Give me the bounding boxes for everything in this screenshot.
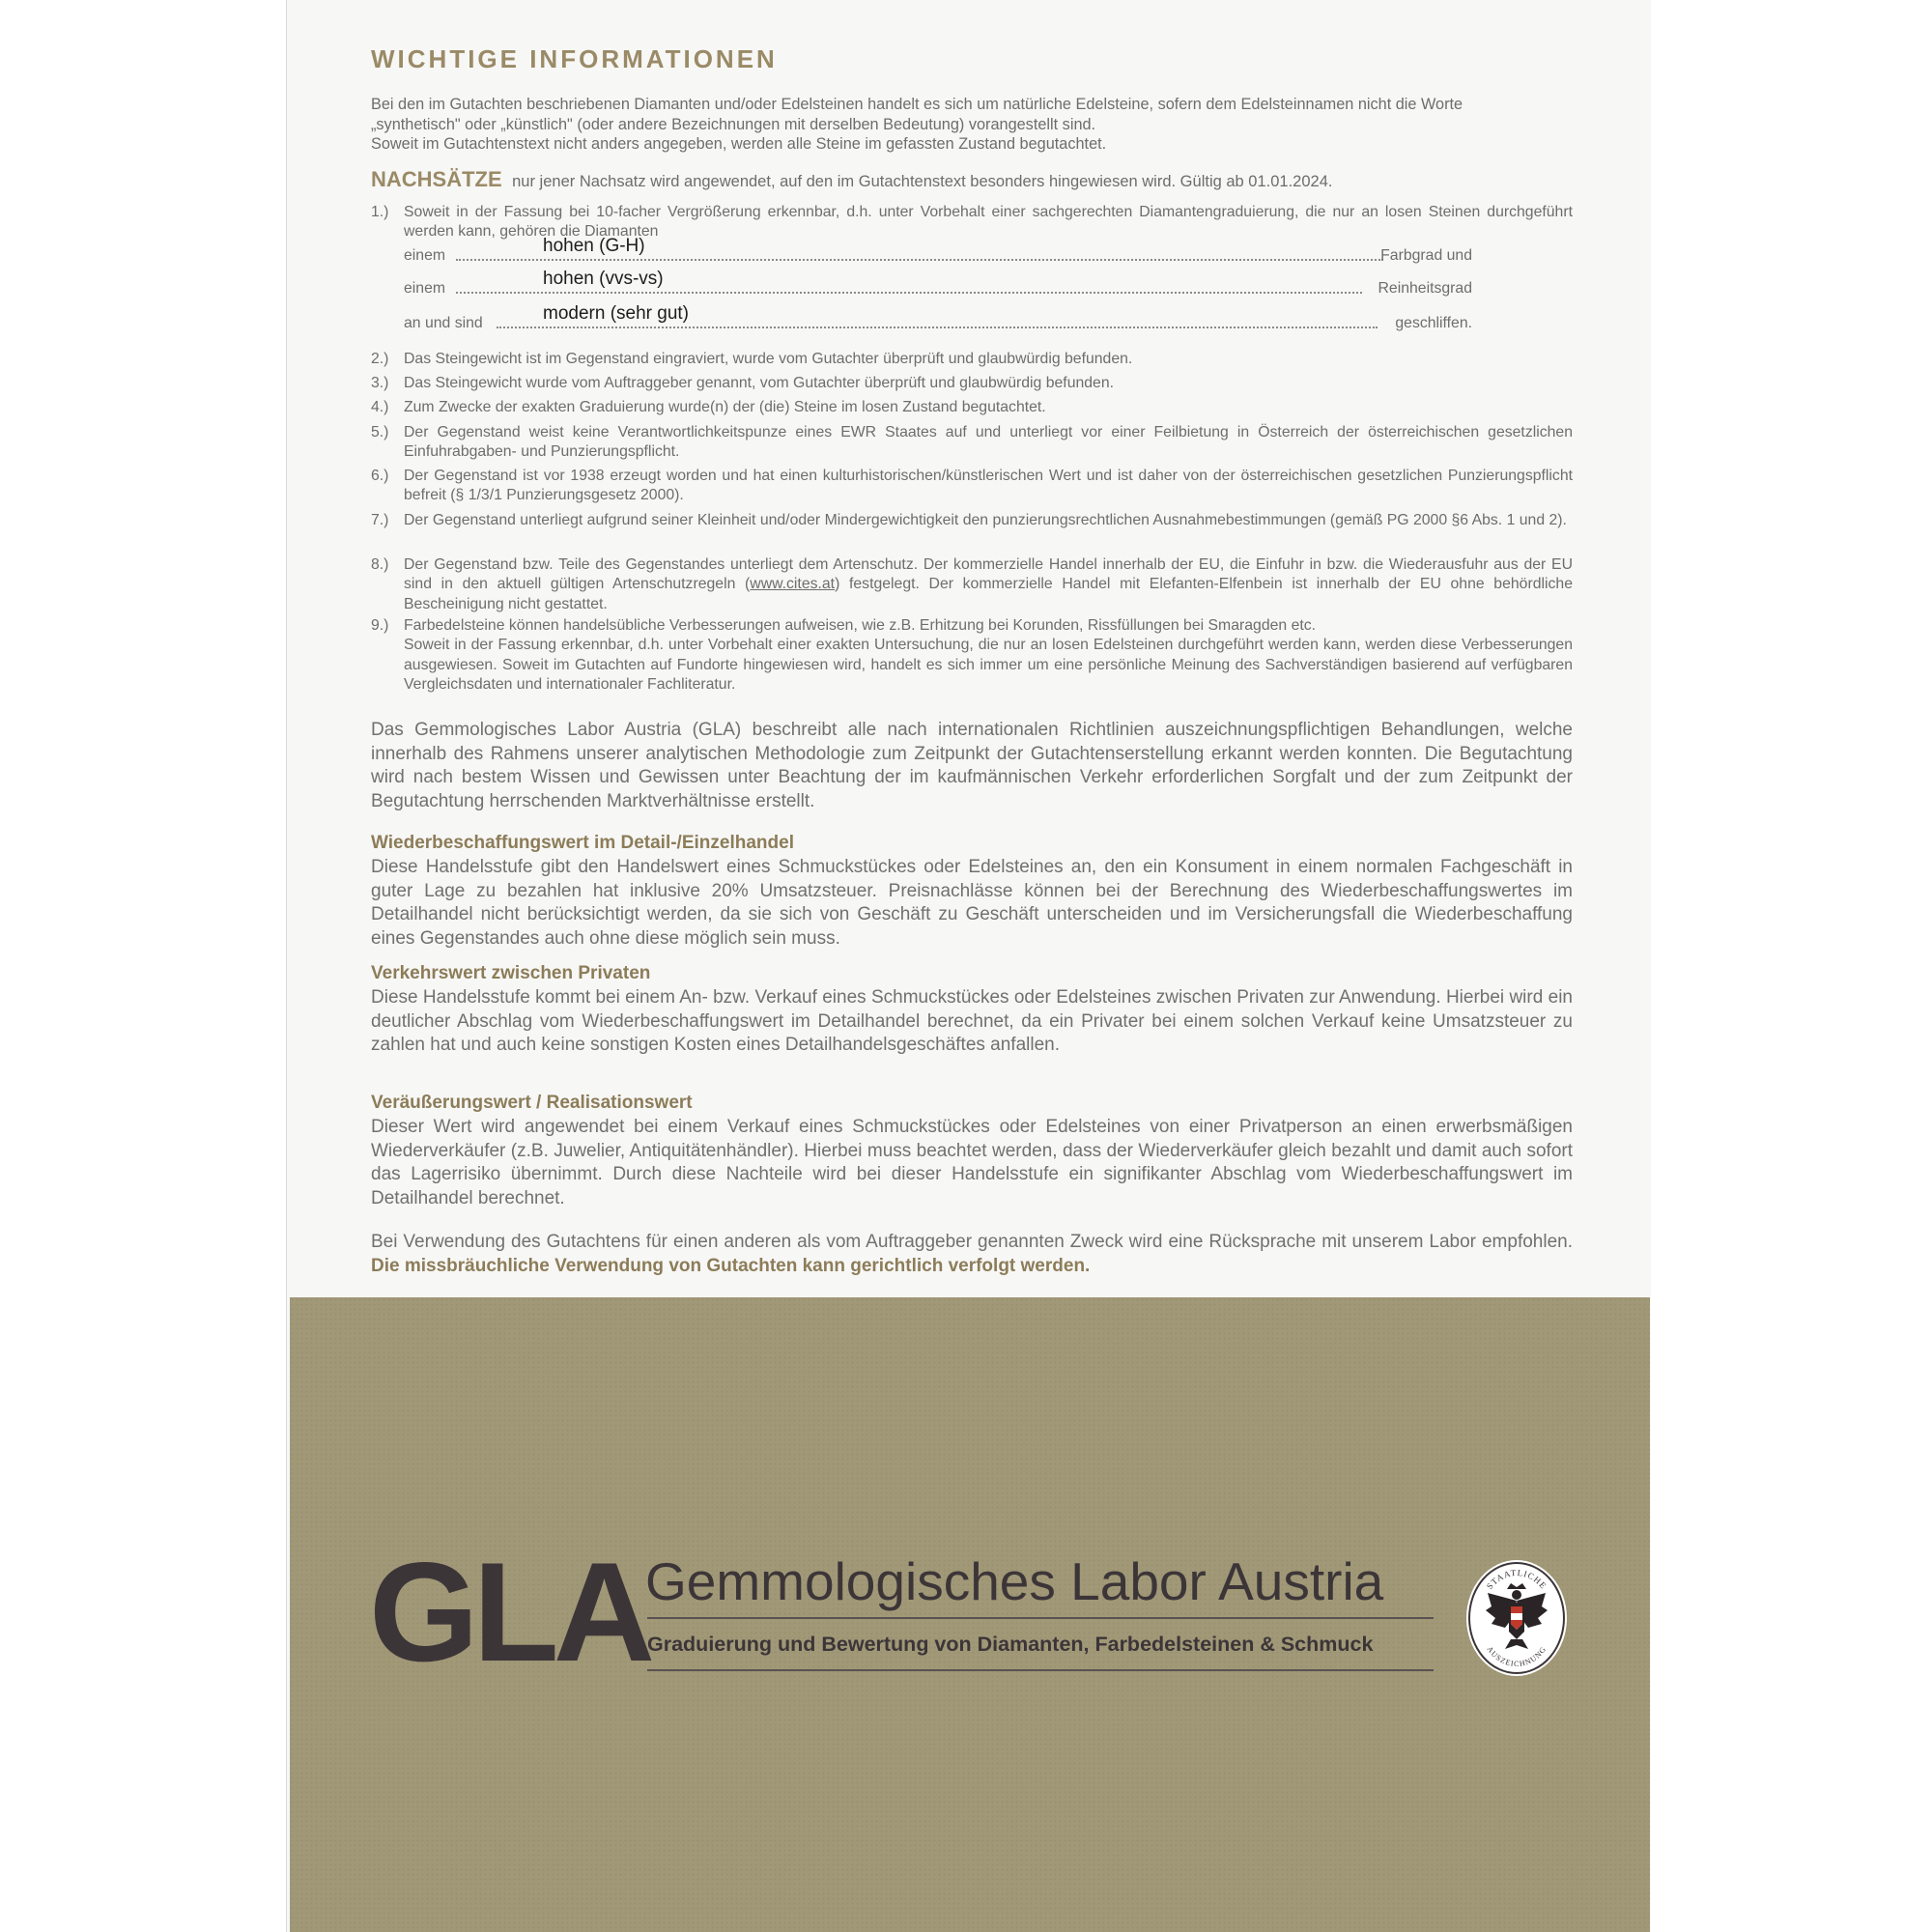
gla-paragraph: Das Gemmologisches Labor Austria (GLA) beschreibt alle nach internationalen Richtlinien auszeichnungspflichtigen Behandlungen, welche innerhalb des Rahmens unserer analytischen Methodologie zum Zeitpunkt der Gutachtenserstellung erkannt werden konnten. Die Begutachtung wird nach bestem Wissen und Gewissen unter Beachtung der im kaufmännischen Verkehr erforderlichen Sorgfalt und der zum Zeitpunkt der Begutachtung herrschenden Marktverhältnisse erstellt. <box>371 720 1573 811</box>
austrian-eagle-seal-icon <box>1466 1560 1567 1676</box>
fill-line-farbgrad: einem hohen (G-H) Farbgrad und <box>404 236 1472 264</box>
fill-line-reinheitsgrad: einem hohen (vvs-vs) Reinheitsgrad <box>404 269 1472 297</box>
svg-text:STAATLICHE: STAATLICHE <box>1484 1567 1549 1592</box>
farbgrad-value: hohen (G-H) <box>543 236 645 256</box>
list-item: 4.) Zum Zwecke der exakten Graduierung wurde(n) der (die) Steine im losen Zustand begutachtet. <box>371 399 1046 415</box>
list-item: 6.) Der Gegenstand ist vor 1938 erzeugt worden und hat einen kulturhistorischen/künstlerischen Wert und ist daher von der österreichischen gesetzlichen Punzierungspflicht befreit (§ 1/3/1 Punzierungsgesetz 2000). <box>371 468 1573 504</box>
list-item: 2.) Das Steingewicht ist im Gegenstand eingraviert, wurde vom Gutachter überprüft und glaubwürdig befunden. <box>371 351 1133 367</box>
gla-logo: GLA <box>369 1533 650 1690</box>
section-text: Diese Handelsstufe gibt den Handelswert eines Schmuckstückes oder Edelsteines an, den ein Konsument in einem normalen Fachgeschäft in guter Lage zu bezahlen hat inklusive 20% Umsatzsteuer. Preisnachlässe können bei der Berechnung des Wiederbeschaffungswertes im Detailhandel nicht berücksichtigt werden, da sie sich von Geschäft zu Geschäft unterscheiden und im Versicherungsfall die Wiederbeschaffung eines Gegenstandes auch ohne diese möglich sein muss. <box>371 857 1573 949</box>
schliff-value: modern (sehr gut) <box>543 303 690 324</box>
nachsaetze-subtitle: nur jener Nachsatz wird angewendet, auf den im Gutachtenstext besonders hingewiesen wird. Gültig ab 01.01.2024. <box>512 173 1333 190</box>
nachsaetze-title: NACHSÄTZE <box>371 167 502 191</box>
section-title: Wiederbeschaffungswert im Detail-/Einzelhandel <box>371 833 794 853</box>
page-title: WICHTIGE INFORMATIONEN <box>371 44 778 73</box>
intro-text: Bei den im Gutachten beschriebenen Diamanten und/oder Edelsteinen handelt es sich um natürliche Edelsteine, sofern dem Edelsteinnamen nicht die Worte „synthetisch" oder „künstlich" (oder andere Bezeichnungen mit derselben Bedeutung) vorangestellt sind. Soweit im Gutachtenstext nicht anders angegeben, werden alle Steine im gefassten Zustand begutachtet. <box>371 96 1463 153</box>
section-text: Diese Handelsstufe kommt bei einem An- bzw. Verkauf eines Schmuckstückes oder Edelsteines zwischen Privaten zur Anwendung. Hierbei wird ein deutlicher Abschlag vom Wiederbeschaffungswert im Detailhandel berechnet, da ein Privater bei einem solchen Verkauf keine Umsatzsteuer zu zahlen hat und auch keine sonstigen Kosten eines Detailhandelsgeschäftes anfallen. <box>371 987 1573 1056</box>
fill-line-schliff: an und sind modern (sehr gut) geschliffen. <box>404 303 1472 331</box>
list-item: 9.) Farbedelsteine können handelsübliche Verbesserungen aufweisen, wie z.B. Erhitzung bei Korunden, Rissfüllungen bei Smaragden etc. Soweit in der Fassung erkennbar, d.h. unter Vorbehalt einer exakten Untersuchung, die nur an losen Edelsteinen durchgeführt werden kann, werden diese Verbesserungen ausgewiesen. Soweit im Gutachten auf Fundorte hingewiesen wird, handelt es sich immer um eine persönliche Meinung des Sachverständigen basierend auf verfügbaren Vergleichsdaten und internationaler Fachliteratur. <box>371 617 1573 694</box>
lab-tagline: Graduierung und Bewertung von Diamanten, Farbedelsteinen & Schmuck <box>647 1633 1374 1656</box>
list-item: 1.) Soweit in der Fassung bei 10-facher Vergrößerung erkennbar, d.h. unter Vorbehalt einer sachgerechten Diamantengraduierung, die nur an losen Steinen durchgeführt werden kann, gehören die Diamanten <box>371 204 1573 241</box>
divider <box>647 1669 1434 1671</box>
divider <box>647 1617 1434 1619</box>
list-item: 5.) Der Gegenstand weist keine Verantwortlichkeitspunze eines EWR Staates auf und unterliegt vor einer Feilbietung in Österreich der österreichischen gesetzlichen Einfuhrabgaben- und Punzierungspflicht. <box>371 424 1573 461</box>
section-text: Dieser Wert wird angewendet bei einem Verkauf eines Schmuckstückes oder Edelsteines von einer Privatperson an einen erwerbsmäßigen Wiederverkäufer (z.B. Juwelier, Antiquitätenhändler). Hierbei muss beachtet werden, dass der Wiederverkäufer gleich bezahlt und damit auch sofort das Lagerrisiko übernimmt. Durch diese Nachteile wird bei dieser Handelsstufe ein signifikanter Abschlag vom Wiederbeschaffungswert im Detailhandel berechnet. <box>371 1117 1573 1208</box>
closing-paragraph: Bei Verwendung des Gutachtens für einen anderen als vom Auftraggeber genannten Zweck wird eine Rücksprache mit unserem Labor empfohlen. Die missbräuchliche Verwendung von Gutachten kann gerichtlich verfolgt werden. <box>371 1232 1573 1276</box>
list-item: 8.) Der Gegenstand bzw. Teile des Gegenstandes unterliegt dem Artenschutz. Der kommerzielle Handel innerhalb der EU, die Einfuhr in bzw. die Wiederausfuhr aus der EU sind in den aktuell gültigen Artenschutzregeln (www.cites.at) festgelegt. Der kommerzielle Handel mit Elefanten-Elfenbein ist innerhalb der EU ohne behördliche Bescheinigung nicht gestattet. <box>371 556 1573 612</box>
footer-band <box>290 1297 1650 1932</box>
closing-warning: Die missbräuchliche Verwendung von Gutachten kann gerichtlich verfolgt werden. <box>371 1255 1091 1276</box>
reinheitsgrad-value: hohen (vvs-vs) <box>543 269 664 289</box>
svg-text:AUSZEICHNUNG: AUSZEICHNUNG <box>1485 1644 1548 1669</box>
lab-name: Gemmologisches Labor Austria <box>645 1551 1384 1611</box>
list-item: 3.) Das Steingewicht wurde vom Auftraggeber genannt, vom Gutachter überprüft und glaubwürdig befunden. <box>371 375 1115 391</box>
cites-link[interactable]: www.cites.at <box>750 576 836 593</box>
section-title: Veräußerungswert / Realisationswert <box>371 1093 693 1113</box>
section-title: Verkehrswert zwischen Privaten <box>371 963 651 983</box>
list-item: 7.) Der Gegenstand unterliegt aufgrund seiner Kleinheit und/oder Mindergewichtigkeit den punzierungsrechtlichen Ausnahmebestimmungen (gemäß PG 2000 §6 Abs. 1 und 2). <box>371 512 1567 528</box>
nachsaetze-heading <box>371 167 1573 192</box>
